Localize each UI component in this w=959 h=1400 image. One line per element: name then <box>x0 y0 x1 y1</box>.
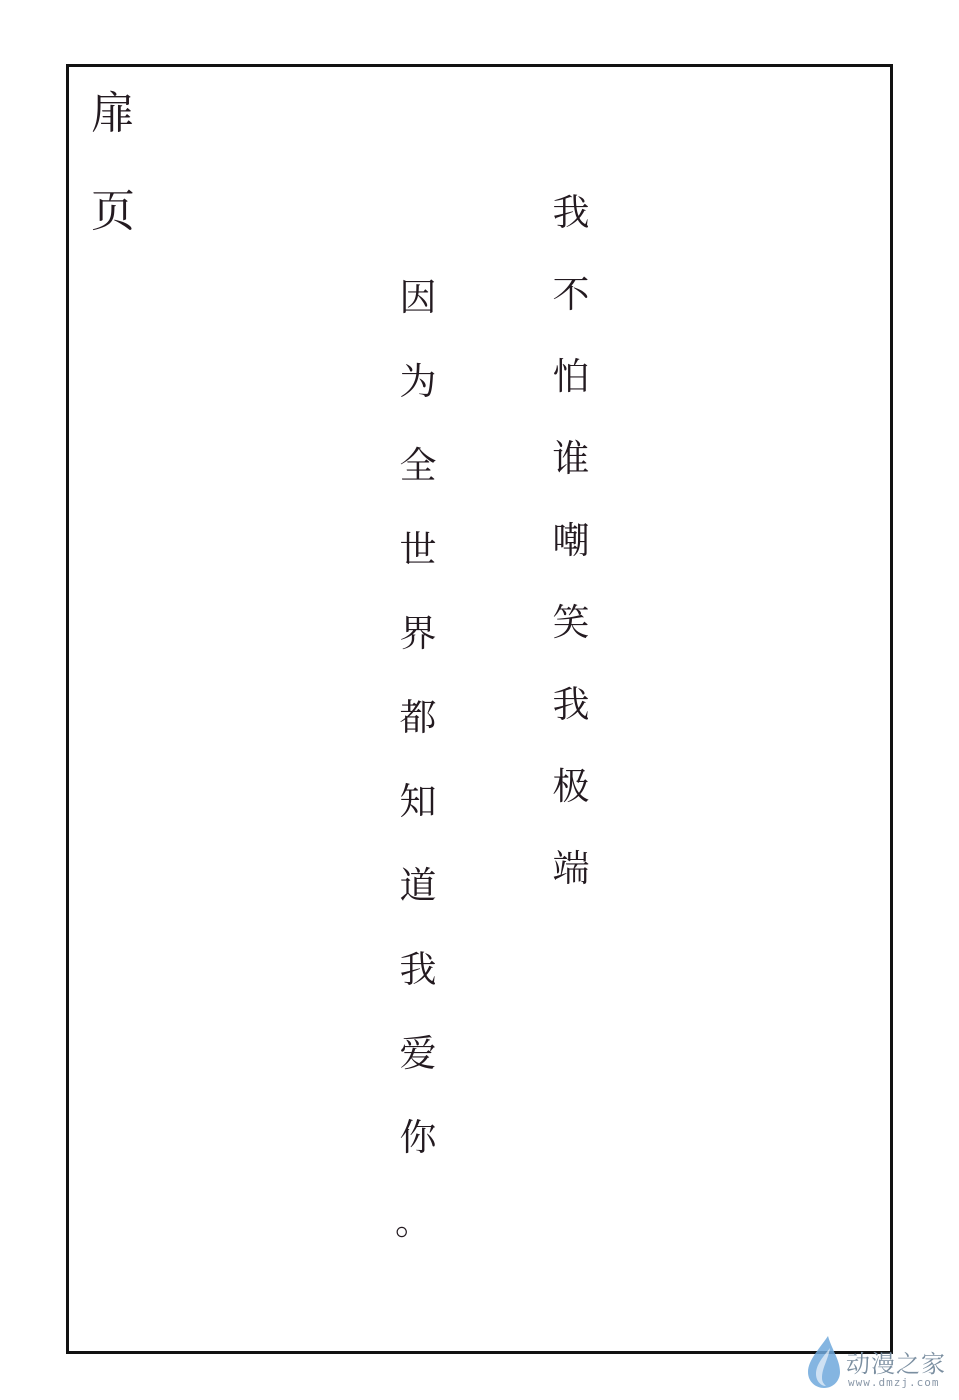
title-char: 扉 <box>91 88 135 139</box>
vertical-text-column-left <box>395 276 441 1287</box>
text-char: 笑 <box>552 601 590 644</box>
text-char: 怕 <box>552 355 590 398</box>
text-char: 知 <box>399 780 437 823</box>
text-char: 我 <box>399 948 437 991</box>
droplet-logo-icon <box>802 1334 846 1390</box>
text-char: 嘲 <box>552 519 590 562</box>
text-char: 世 <box>399 528 437 571</box>
page-title <box>88 88 138 288</box>
watermark-url: www.dmzj.com <box>848 1376 940 1389</box>
text-char: 因 <box>399 276 437 319</box>
text-char: 全 <box>399 444 437 487</box>
text-char: 谁 <box>552 437 590 480</box>
text-char: 为 <box>399 360 437 403</box>
text-char: 我 <box>552 683 590 726</box>
title-char: 页 <box>91 186 135 237</box>
watermark-brand-name: 动漫之家 <box>846 1350 946 1378</box>
text-char: 你 <box>399 1116 437 1159</box>
page-frame <box>66 64 893 1354</box>
watermark <box>802 1334 952 1394</box>
punctuation-period: 。 <box>395 1200 432 1243</box>
text-char: 极 <box>552 765 590 808</box>
text-char: 界 <box>399 612 437 655</box>
text-char: 道 <box>399 864 437 907</box>
text-char: 端 <box>552 847 590 890</box>
text-char: 不 <box>552 273 590 316</box>
text-char: 都 <box>399 696 437 739</box>
vertical-text-column-right <box>548 191 594 932</box>
text-char: 爱 <box>399 1032 437 1075</box>
text-char: 我 <box>552 191 590 234</box>
